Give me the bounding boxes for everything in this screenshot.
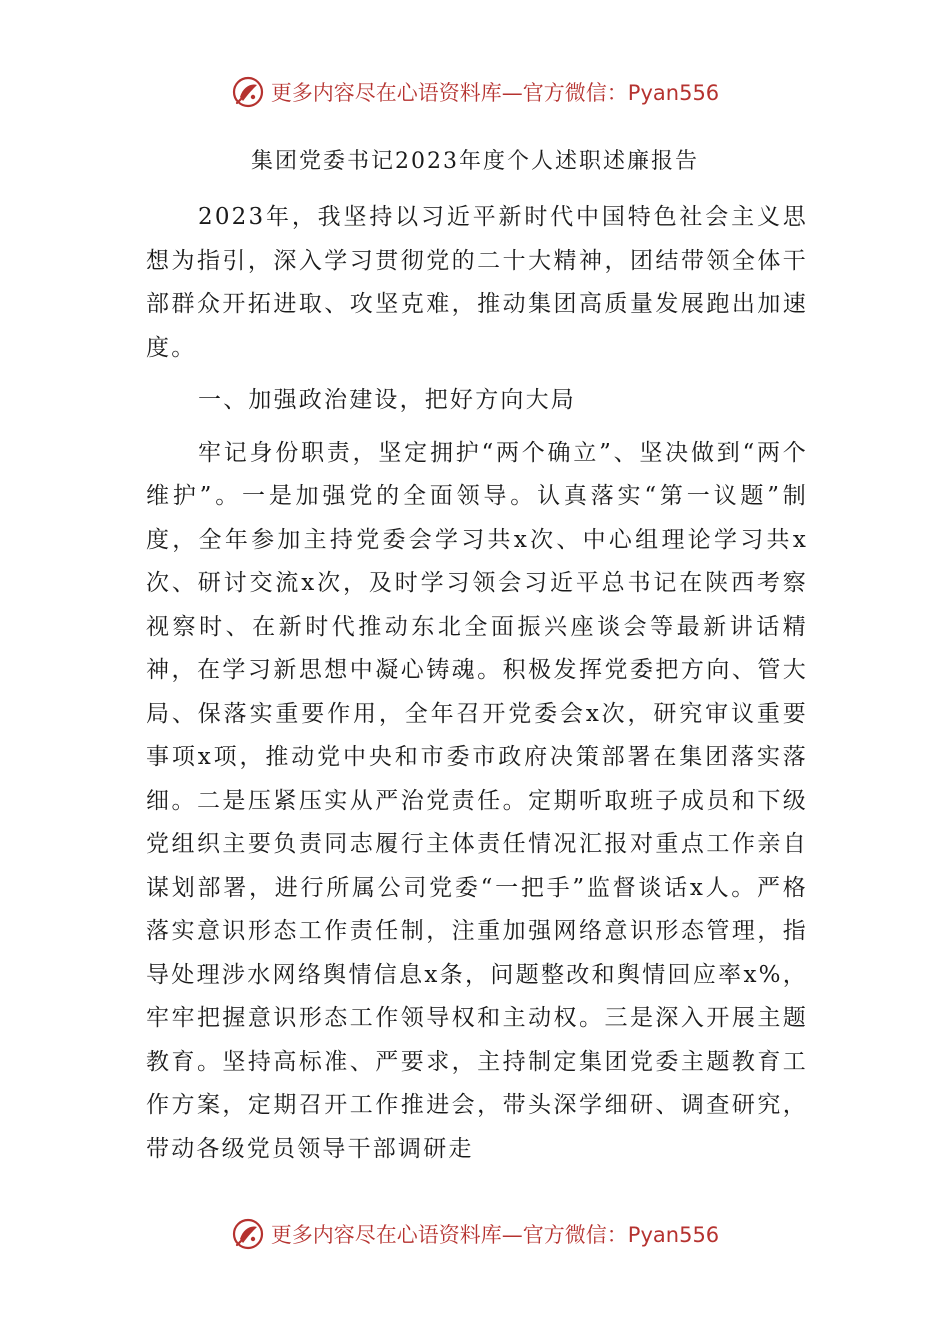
section-1-body: 牢记身份职责，坚定拥护“两个确立”、坚决做到“两个维护”。一是加强党的全面领导。认真落实“第一议题”制度，全年参加主持党委会学习共x次、中心组理论学习共x次、研讨交流x次，及时学习领会习近平总书记在陕西考察视察时、在新时代推动东北全面振兴座谈会等最新讲话精神，在学习新思想中凝心铸魂。积极发挥党委把方向、管大局、保落实重要作用，全年召开党委会x次，研究审议重要事项x项，推动党中央和市委市政府决策部署在集团落实落细。二是压紧压实从严治党责任。定期听取班子成员和下级党组织主要负责同志履行主体责任情况汇报对重点工作亲自谋划部署，进行所属公司党委“一把手”监督谈话x人。严格落实意识形态工作责任制，注重加强网络意识形态管理，指导处理涉水网络舆情信息x条，问题整改和舆情回应率x%，牢牢把握意识形态工作领导权和主动权。三是深入开展主题教育。坚持高标准、严要求，主持制定集团党委主题教育工作方案，定期召开工作推进会，带头深学细研、调查研究，带动各级党员领导干部调研走 <box>146 439 808 1162</box>
document-body <box>146 196 808 1171</box>
watermark-footer <box>0 1214 950 1254</box>
brand-logo-icon <box>231 75 265 109</box>
section-1-heading: 一、加强政治建设，把好方向大局 <box>198 387 576 413</box>
watermark-header <box>0 72 950 112</box>
watermark-text: 更多内容尽在心语资料库—官方微信：Pyan556 <box>270 1223 720 1247</box>
intro-paragraph: 2023年，我坚持以习近平新时代中国特色社会主义思想为指引，深入学习贯彻党的二十大精神，团结带领全体干部群众开拓进取、攻坚克难，推动集团高质量发展跑出加速度。 <box>146 204 808 361</box>
watermark-text: 更多内容尽在心语资料库—官方微信：Pyan556 <box>270 81 720 105</box>
brand-logo-icon <box>231 1217 265 1251</box>
document-title: 集团党委书记2023年度个人述职述廉报告 <box>251 149 699 174</box>
